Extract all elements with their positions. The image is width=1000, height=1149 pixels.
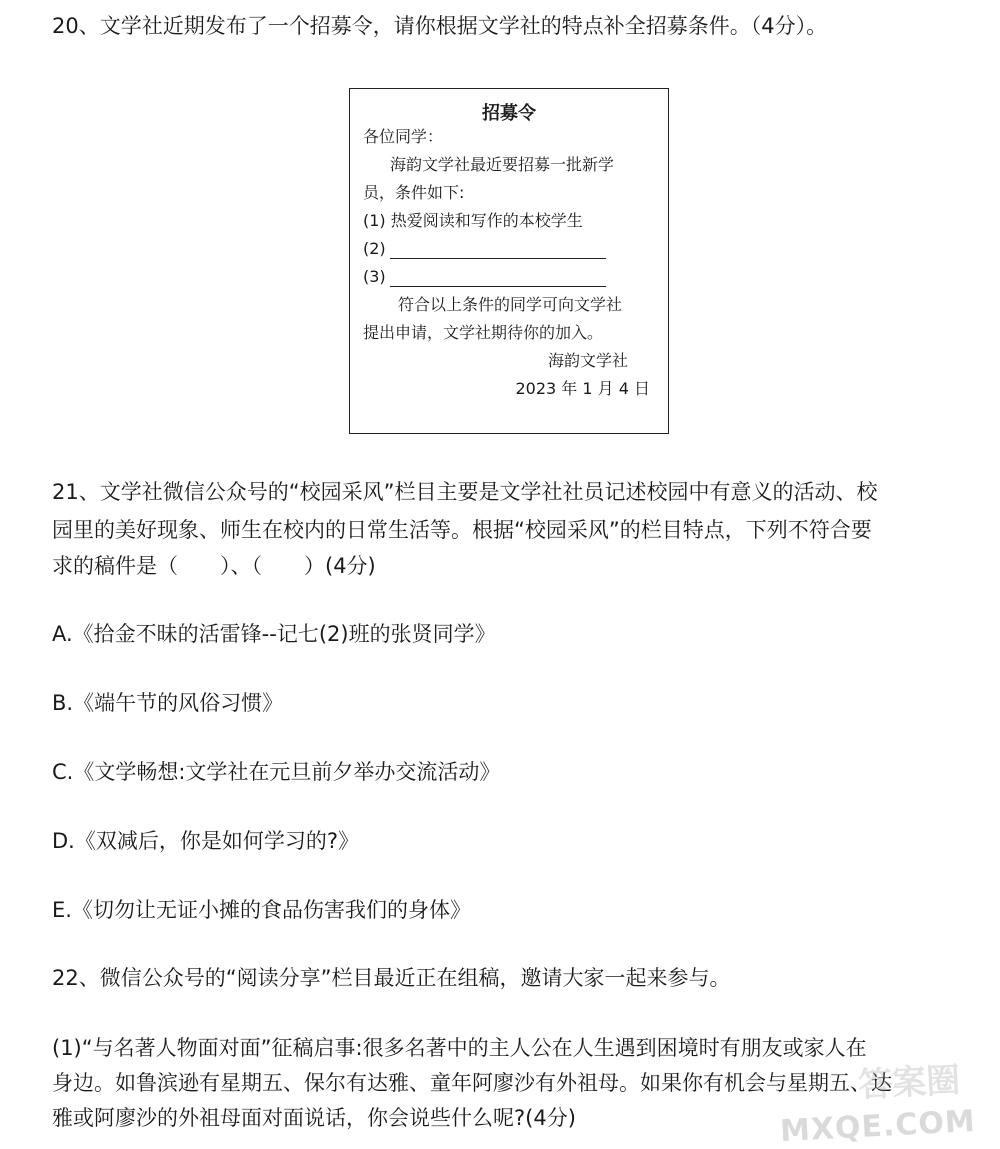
notice-body-line1: 海韵文学社最近要招募一批新学 — [390, 155, 615, 174]
q21-stem-line3: 求的稿件是（ ）、（ ）(4分) — [52, 554, 376, 578]
q21-option-a: A.《拾金不昧的活雷锋--记七(2)班的张贤同学》 — [52, 622, 496, 646]
q21-stem-line1: 21、文学社微信公众号的“校园采风”栏目主要是文学社社员记述校园中有意义的活动、校 — [52, 480, 878, 504]
notice-body-line2: 员，条件如下: — [363, 183, 465, 202]
condition-3-label: (3) — [363, 267, 386, 286]
notice-date: 2023 年 1 月 4 日 — [515, 379, 650, 398]
notice-title: 招募令 — [482, 103, 536, 124]
notice-condition-2 — [363, 239, 606, 259]
q21-option-d: D.《双减后，你是如何学习的?》 — [52, 829, 359, 853]
q22-sub1-line2: 身边。如鲁滨逊有星期五、保尔有达雅、童年阿廖沙有外祖母。如果你有机会与星期五、达 — [52, 1071, 892, 1095]
q22-stem: 22、微信公众号的“阅读分享”栏目最近正在组稿，邀请大家一起来参与。 — [52, 966, 731, 990]
notice-condition-1: (1) 热爱阅读和写作的本校学生 — [363, 211, 583, 230]
q21-option-e: E.《切勿让无证小摊的食品伤害我们的身体》 — [52, 898, 471, 922]
q20-stem: 20、文学社近期发布了一个招募令，请你根据文学社的特点补全招募条件。（4分）。 — [52, 14, 828, 38]
q22-sub1-line1: (1)“与名著人物面对面”征稿启事:很多名著中的主人公在人生遇到困境时有朋友或家人在 — [52, 1036, 867, 1060]
recruitment-notice — [349, 88, 669, 434]
notice-signature: 海韵文学社 — [547, 351, 628, 370]
condition-2-blank[interactable] — [390, 242, 606, 259]
condition-3-blank[interactable] — [390, 270, 606, 287]
watermark-url: MXQE.COM — [779, 1103, 977, 1149]
q21-option-b: B.《端午节的风俗习惯》 — [52, 691, 284, 715]
q21-stem-line2: 园里的美好现象、师生在校内的日常生活等。根据“校园采风”的栏目特点，下列不符合要 — [52, 518, 872, 542]
watermark-logo: 答案圈 — [857, 1060, 962, 1106]
notice-closing-line1: 符合以上条件的同学可向文学社 — [398, 295, 623, 314]
notice-greeting: 各位同学： — [363, 127, 444, 146]
condition-2-label: (2) — [363, 239, 386, 258]
q22-sub1-line3: 雅或阿廖沙的外祖母面对面说话，你会说些什么呢?(4分) — [52, 1106, 576, 1130]
notice-condition-3 — [363, 267, 606, 287]
q21-option-c: C.《文学畅想:文学社在元旦前夕举办交流活动》 — [52, 760, 501, 784]
notice-closing-line2: 提出申请，文学社期待你的加入。 — [363, 323, 604, 342]
